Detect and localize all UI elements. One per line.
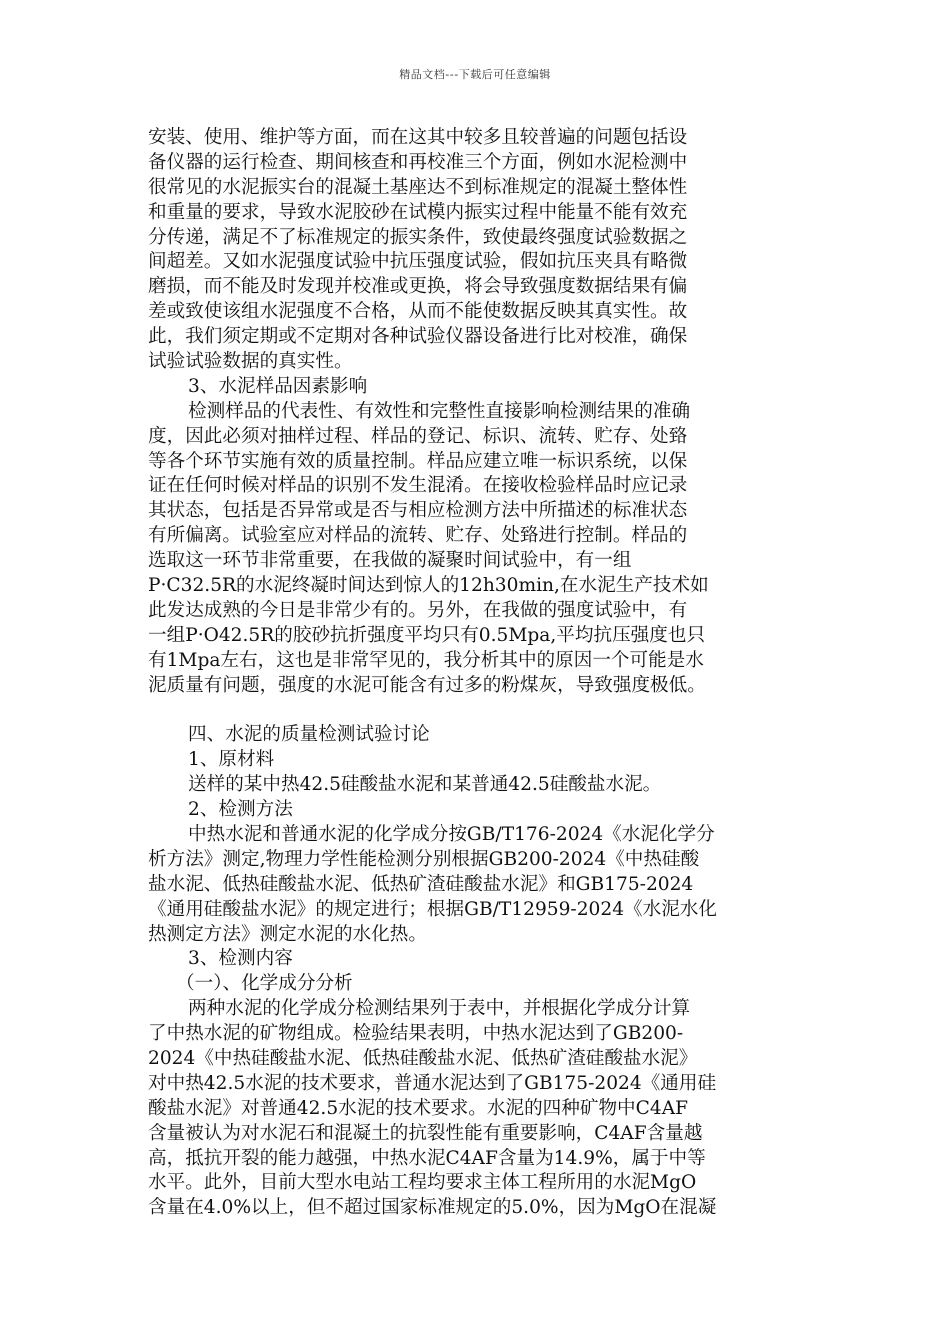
text-line: 3、水泥样品因素影响 bbox=[188, 375, 368, 397]
text-line: 此发达成熟的今日是非常少有的。另外，在我做的强度试验中，有 bbox=[148, 599, 688, 621]
text-line: 差或致使该组水泥强度不合格，从而不能使数据反映其真实性。故 bbox=[148, 301, 688, 323]
text-line: 此，我们须定期或不定期对各种试验仪器设备进行比对校准，确保 bbox=[148, 326, 688, 348]
text-line: 析方法》测定,物理力学性能检测分别根据GB200-2024《中热硅酸 bbox=[148, 848, 700, 870]
text-line: 检测样品的代表性、有效性和完整性直接影响检测结果的准确 bbox=[188, 400, 691, 422]
text-line: 泥质量有问题，强度的水泥可能含有过多的粉煤灰，导致强度极低。 bbox=[148, 674, 706, 696]
text-line: 等各个环节实施有效的质量控制。样品应建立唯一标识系统，以保 bbox=[148, 450, 688, 472]
document-body bbox=[148, 126, 808, 1221]
text-line: 酸盐水泥》对普通42.5水泥的技术要求。水泥的四种矿物中C4AF bbox=[148, 1097, 689, 1119]
text-line: 度，因此必须对抽样过程、样品的登记、标识、流转、贮存、处臵 bbox=[148, 425, 688, 447]
text-line: 《通用硅酸盐水泥》的规定进行；根据GB/T12959-2024《水泥水化 bbox=[148, 898, 717, 920]
text-line: 中热水泥和普通水泥的化学成分按GB/T176-2024《水泥化学分 bbox=[188, 823, 715, 845]
text-line: 其状态，包括是否异常或是否与相应检测方法中所描述的标准状态 bbox=[148, 500, 688, 522]
text-line: 对中热42.5水泥的技术要求，普通水泥达到了GB175-2024《通用硅 bbox=[148, 1072, 717, 1094]
text-line: 含量被认为对水泥石和混凝土的抗裂性能有重要影响，C4AF含量越 bbox=[148, 1122, 703, 1144]
text-line: 2024《中热硅酸盐水泥、低热硅酸盐水泥、低热矿渣硅酸盐水泥》 bbox=[148, 1047, 698, 1069]
text-line: P·C32.5R的水泥终凝时间达到惊人的12h30min,在水泥生产技术如 bbox=[148, 575, 709, 597]
text-line: 很常见的水泥振实台的混凝土基座达不到标准规定的混凝土整体性 bbox=[148, 176, 688, 198]
text-line: 1、原材料 bbox=[188, 749, 275, 771]
text-line: 高，抵抗开裂的能力越强，中热水泥C4AF含量为14.9%，属于中等 bbox=[148, 1147, 706, 1169]
blank-line bbox=[148, 698, 808, 723]
text-line: 分传递，满足不了标准规定的振实条件，致使最终强度试验数据之 bbox=[148, 226, 688, 248]
text-line: 含量在4.0%以上，但不超过国家标准规定的5.0%，因为MgO在混凝 bbox=[148, 1197, 717, 1219]
text-line: 送样的某中热42.5硅酸盐水泥和某普通42.5硅酸盐水泥。 bbox=[188, 774, 662, 796]
text-line: 磨损，而不能及时发现并校准或更换，将会导致强度数据结果有偏 bbox=[148, 276, 688, 298]
text-line: 和重量的要求，导致水泥胶砂在试模内振实过程中能量不能有效充 bbox=[148, 201, 688, 223]
text-line: 间超差。又如水泥强度试验中抗压强度试验，假如抗压夹具有略微 bbox=[148, 251, 688, 273]
text-line: 两种水泥的化学成分检测结果列于表中，并根据化学成分计算 bbox=[188, 998, 691, 1020]
text-line: 有所偏离。试验室应对样品的流转、贮存、处臵进行控制。样品的 bbox=[148, 525, 688, 547]
text-line: 备仪器的运行检查、期间核查和再校准三个方面，例如水泥检测中 bbox=[148, 151, 688, 173]
text-line: 安装、使用、维护等方面，而在这其中较多且较普遍的问题包括设 bbox=[148, 127, 688, 148]
text-line: 一组P·O42.5R的胶砂抗折强度平均只有0.5Mpa,平均抗压强度也只 bbox=[148, 624, 706, 646]
text-line: 盐水泥、低热硅酸盐水泥、低热矿渣硅酸盐水泥》和GB175-2024 bbox=[148, 873, 694, 895]
text-line: 水平。此外，目前大型水电站工程均要求主体工程所用的水泥MgO bbox=[148, 1172, 697, 1194]
text-line: 热测定方法》测定水泥的水化热。 bbox=[148, 923, 427, 945]
text-line: 2、检测方法 bbox=[188, 799, 293, 821]
text-line: 证在任何时候对样品的识别不发生混淆。在接收检验样品时应记录 bbox=[148, 475, 688, 497]
text-line: 有1Mpa左右，这也是非常罕见的，我分析其中的原因一个可能是水 bbox=[148, 649, 704, 671]
text-line: 四、水泥的质量检测试验讨论 bbox=[188, 724, 430, 746]
text-line: 试验试验数据的真实性。 bbox=[148, 351, 353, 373]
page-header: 精品文档---下载后可任意编辑 bbox=[399, 68, 551, 81]
text-line: 了中热水泥的矿物组成。检验结果表明，中热水泥达到了GB200- bbox=[148, 1023, 684, 1045]
text-line: 3、检测内容 bbox=[188, 948, 293, 970]
text-line: 选取这一环节非常重要，在我做的凝聚时间试验中，有一组 bbox=[148, 550, 632, 572]
text-line: （一）、化学成分分析 bbox=[176, 973, 353, 995]
